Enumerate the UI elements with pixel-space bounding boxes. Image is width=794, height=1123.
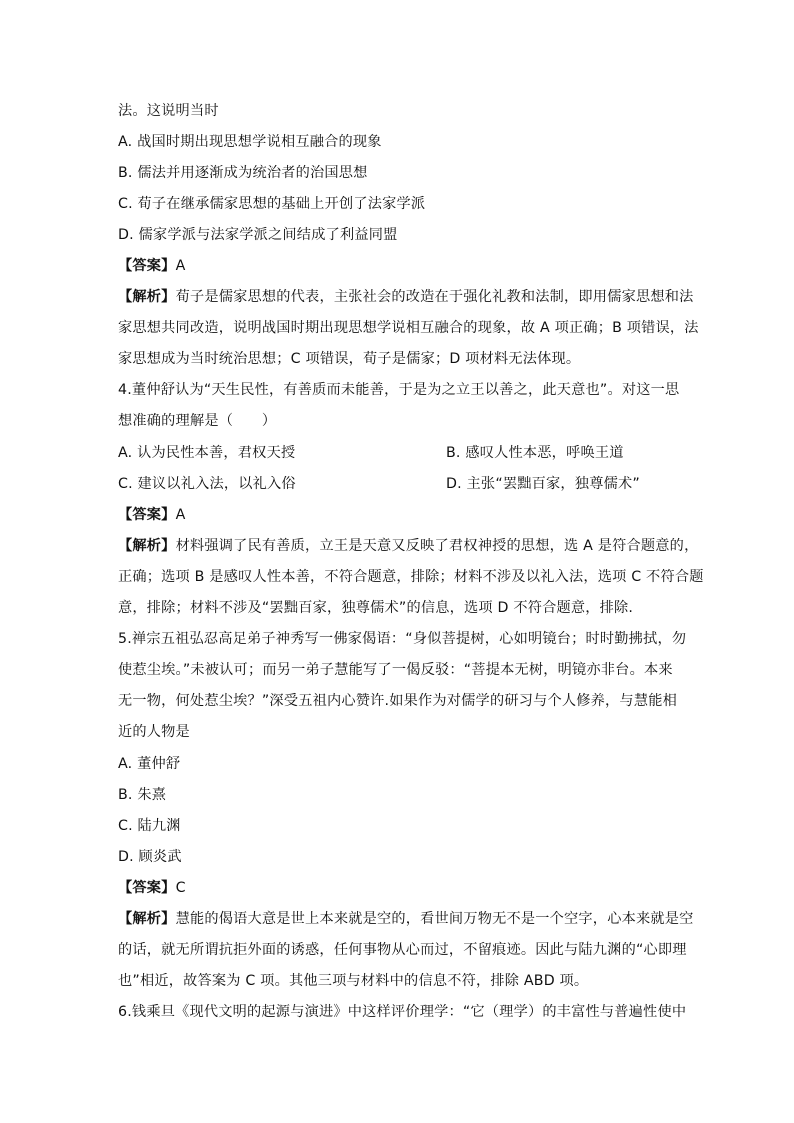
q5-analysis-line-3: 也”相近，故答案为 C 项。其他三项与材料中的信息不符，排除 ABD 项。 xyxy=(118,973,589,989)
q6-stem-line-1: 6.钱乘旦《现代文明的起源与演进》中这样评价理学：“它（理学）的丰富性与普遍性使中 xyxy=(118,1004,687,1020)
analysis-text: 材料强调了民有善质，立王是天意又反映了君权神授的思想，选 A 是符合题意的， xyxy=(175,538,699,554)
q5-option-b: B. 朱熹 xyxy=(118,787,167,803)
q3-option-d: D. 儒家学派与法家学派之间结成了利益同盟 xyxy=(118,227,398,243)
q5-stem-line-1: 5.禅宗五祖弘忍高足弟子神秀写一佛家偈语：“身似菩提树，心如明镜台；时时勤拂拭，勿 xyxy=(118,631,687,647)
q5-stem-line-4: 近的人物是 xyxy=(118,724,190,740)
analysis-label: 【解析】 xyxy=(118,911,176,927)
q3-stem-tail: 法。这说明当时 xyxy=(118,103,219,119)
q4-analysis-line-2: 正确；选项 B 是感叹人性本善，不符合题意，排除；材料不涉及以礼入法，选项 C 不符合题 xyxy=(118,569,704,585)
answer-label: 【答案】 xyxy=(118,880,176,896)
answer-label: 【答案】 xyxy=(118,507,176,523)
q5-option-d: D. 顾炎武 xyxy=(118,849,182,865)
q5-stem-line-3: 无一物，何处惹尘埃？”深受五祖内心赞许.如果作为对儒学的研习与个人修养，与慧能相 xyxy=(118,693,677,709)
q5-analysis-line-1 xyxy=(118,909,694,929)
q4-answer xyxy=(118,505,185,525)
answer-value: A xyxy=(175,507,186,523)
q3-option-b: B. 儒法并用逐渐成为统治者的治国思想 xyxy=(118,165,368,181)
answer-value: A xyxy=(175,258,186,274)
q4-option-c: C. 建议以礼入法，以礼入俗 xyxy=(118,476,296,492)
q4-option-b: B. 感叹人性本恶，呼唤王道 xyxy=(446,445,624,461)
analysis-text: 慧能的偈语大意是世上本来就是空的，看世间万物无不是一个空字，心本来就是空 xyxy=(175,911,694,927)
answer-label: 【答案】 xyxy=(118,258,176,274)
q4-stem-line-2: 想准确的理解是（ ） xyxy=(118,413,277,429)
answer-value: C xyxy=(175,880,186,896)
q5-stem-line-2: 使惹尘埃。”未被认可；而另一弟子慧能写了一偈反驳：“菩提本无树，明镜亦非台。本来 xyxy=(118,662,673,678)
q3-analysis-line-2: 家思想共同改造，说明战国时期出现思想学说相互融合的现象，故 A 项正确；B 项错误，法 xyxy=(118,320,699,336)
q3-analysis-line-1 xyxy=(118,287,694,307)
q3-option-a: A. 战国时期出现思想学说相互融合的现象 xyxy=(118,134,382,150)
analysis-label: 【解析】 xyxy=(118,538,176,554)
q3-answer xyxy=(118,256,185,276)
q4-option-a: A. 认为民性本善，君权天授 xyxy=(118,445,296,461)
q5-option-c: C. 陆九渊 xyxy=(118,818,181,834)
q4-stem-line-1: 4.董仲舒认为“天生民性，有善质而未能善，于是为之立王以善之，此天意也”。对这一思 xyxy=(118,382,680,398)
q5-answer xyxy=(118,878,186,898)
q4-analysis-line-3: 意，排除；材料不涉及“罢黜百家，独尊儒术”的信息，选项 D 不符合题意，排除. xyxy=(118,600,634,616)
q3-option-c: C. 荀子在继承儒家思想的基础上开创了法家学派 xyxy=(118,196,426,212)
q5-option-a: A. 董仲舒 xyxy=(118,756,181,772)
q4-analysis-line-1 xyxy=(118,536,698,556)
q4-option-d: D. 主张“罢黜百家，独尊儒术” xyxy=(446,476,640,492)
analysis-label: 【解析】 xyxy=(118,289,176,305)
q5-analysis-line-2: 的话，就无所谓抗拒外面的诱惑，任何事物从心而过，不留痕迹。因此与陆九渊的“心即理 xyxy=(118,942,687,958)
q3-analysis-line-3: 家思想成为当时统治思想；C 项错误，荀子是儒家；D 项材料无法体现。 xyxy=(118,351,581,367)
analysis-text: 荀子是儒家思想的代表，主张社会的改造在于强化礼教和法制，即用儒家思想和法 xyxy=(175,289,694,305)
